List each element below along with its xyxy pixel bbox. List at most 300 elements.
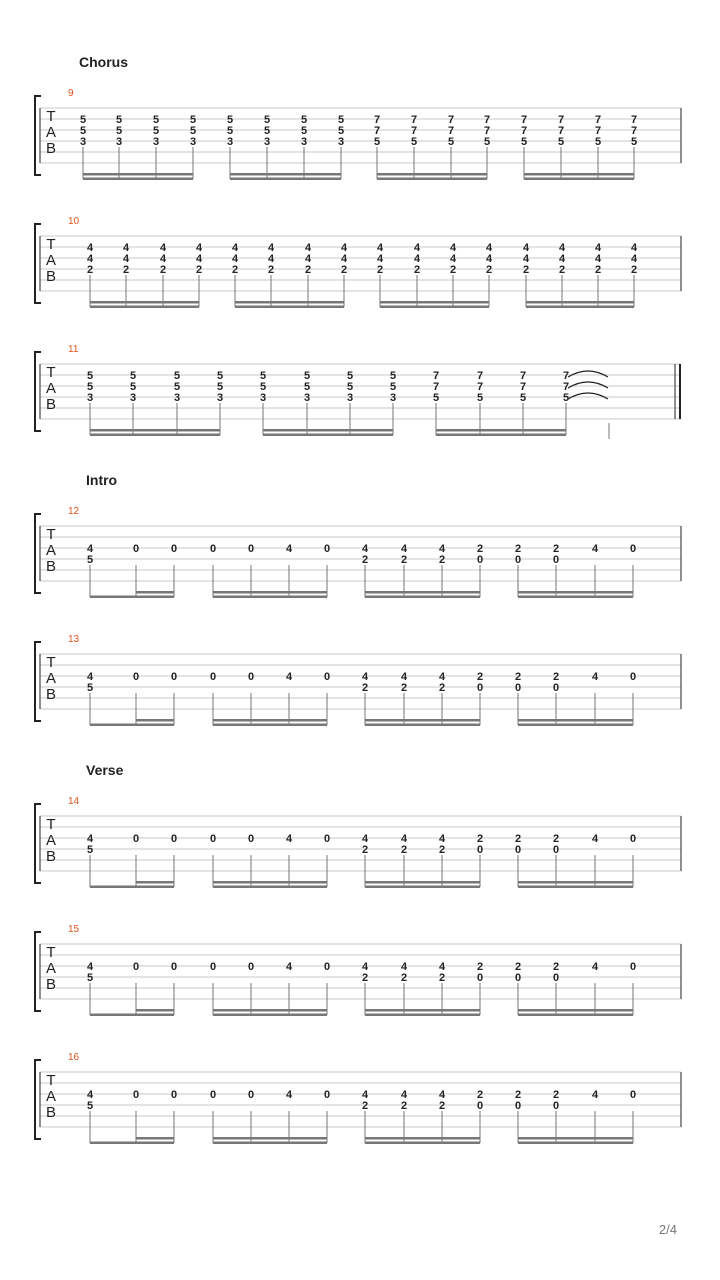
fret-number: 4 (361, 543, 369, 555)
measure-number: 14 (68, 796, 80, 807)
fret-number: 0 (514, 1100, 522, 1112)
fret-number: 0 (514, 844, 522, 856)
fret-number: 2 (376, 264, 384, 276)
fret-number: 2 (558, 264, 566, 276)
fret-number: 5 (337, 125, 345, 137)
fret-number: 4 (558, 242, 566, 254)
page-number: 2/4 (658, 1222, 677, 1237)
fret-number: 4 (159, 242, 167, 254)
fret-number: 5 (562, 392, 570, 404)
fret-number: 2 (400, 554, 408, 566)
beam (365, 719, 480, 722)
fret-number: 7 (520, 114, 528, 126)
beam (90, 724, 174, 727)
fret-number: 2 (122, 264, 130, 276)
fret-number: 4 (340, 242, 348, 254)
beam (83, 173, 193, 176)
fret-number: 5 (432, 392, 440, 404)
fret-number: 4 (438, 543, 446, 555)
beam (213, 719, 327, 722)
beam (436, 434, 566, 437)
fret-number: 4 (558, 253, 566, 265)
beam (263, 434, 393, 437)
fret-number: 0 (629, 961, 637, 973)
fret-number: 5 (173, 370, 181, 382)
fret-number: 5 (389, 381, 397, 393)
fret-number: 4 (231, 242, 239, 254)
fret-number: 0 (323, 543, 331, 555)
fret-number: 7 (483, 125, 491, 137)
fret-number: 0 (132, 1089, 140, 1101)
fret-number: 5 (86, 844, 94, 856)
fret-number: 5 (630, 136, 638, 148)
beam (90, 886, 174, 889)
measure-number: 9 (68, 88, 74, 99)
beam (518, 591, 633, 594)
fret-number: 4 (591, 1089, 599, 1101)
beam (213, 886, 327, 889)
fret-number: 2 (361, 972, 369, 984)
fret-number: 0 (514, 682, 522, 694)
fret-number: 4 (591, 961, 599, 973)
fret-number: 2 (514, 1089, 522, 1101)
fret-number: 0 (247, 671, 255, 683)
fret-number: 4 (86, 833, 94, 845)
fret-number: 4 (522, 253, 530, 265)
fret-number: 5 (263, 125, 271, 137)
fret-number: 0 (476, 972, 484, 984)
fret-number: 4 (122, 242, 130, 254)
tab-system (35, 1052, 681, 1144)
fret-number: 5 (346, 381, 354, 393)
beam (235, 306, 344, 309)
beam (365, 1009, 480, 1012)
fret-number: 3 (129, 392, 137, 404)
beam (377, 178, 487, 181)
fret-number: 4 (361, 671, 369, 683)
fret-number: 0 (552, 844, 560, 856)
fret-number: 2 (438, 972, 446, 984)
fret-number: 7 (432, 370, 440, 382)
fret-number: 4 (630, 253, 638, 265)
fret-number: 2 (476, 543, 484, 555)
fret-number: 2 (514, 833, 522, 845)
beam (136, 591, 174, 594)
section-label: Chorus (79, 54, 128, 70)
tab-system (35, 54, 681, 180)
tab-clef-letter: T (46, 526, 56, 543)
beam (365, 1137, 480, 1140)
tab-system (35, 634, 681, 726)
beam (524, 173, 634, 176)
fret-number: 5 (173, 381, 181, 393)
beam (136, 1137, 174, 1140)
fret-number: 4 (400, 671, 408, 683)
beam (524, 178, 634, 181)
fret-number: 5 (520, 136, 528, 148)
tab-clef-letter: A (45, 1088, 57, 1105)
fret-number: 2 (231, 264, 239, 276)
beam (213, 881, 327, 884)
fret-number: 2 (552, 833, 560, 845)
tie-arc (568, 371, 608, 377)
fret-number: 5 (303, 381, 311, 393)
fret-number: 4 (438, 833, 446, 845)
tab-clef-letter: A (45, 832, 57, 849)
fret-number: 0 (247, 833, 255, 845)
tab-clef-letter: T (46, 108, 56, 125)
beam (90, 596, 174, 599)
fret-number: 0 (209, 671, 217, 683)
fret-number: 2 (552, 961, 560, 973)
fret-number: 4 (195, 253, 203, 265)
fret-number: 3 (346, 392, 354, 404)
fret-number: 0 (514, 554, 522, 566)
fret-number: 0 (209, 961, 217, 973)
fret-number: 2 (438, 1100, 446, 1112)
fret-number: 0 (132, 543, 140, 555)
fret-number: 4 (159, 253, 167, 265)
fret-number: 7 (410, 114, 418, 126)
fret-number: 5 (447, 136, 455, 148)
fret-number: 4 (122, 253, 130, 265)
tab-clef-letter: A (45, 542, 57, 559)
fret-number: 2 (361, 682, 369, 694)
fret-number: 5 (300, 114, 308, 126)
beam (518, 1142, 633, 1145)
fret-number: 7 (520, 125, 528, 137)
fret-number: 0 (323, 1089, 331, 1101)
tab-clef-letter: A (45, 124, 57, 141)
fret-number: 5 (216, 370, 224, 382)
fret-number: 4 (304, 253, 312, 265)
fret-number: 4 (376, 253, 384, 265)
fret-number: 2 (400, 682, 408, 694)
fret-number: 7 (594, 114, 602, 126)
fret-number: 2 (476, 961, 484, 973)
fret-number: 7 (373, 125, 381, 137)
fret-number: 2 (361, 554, 369, 566)
fret-number: 0 (209, 543, 217, 555)
fret-number: 0 (629, 1089, 637, 1101)
fret-number: 5 (476, 392, 484, 404)
tab-clef-letter: T (46, 364, 56, 381)
tab-clef-letter: A (45, 252, 57, 269)
fret-number: 4 (361, 833, 369, 845)
beam (365, 881, 480, 884)
fret-number: 4 (86, 543, 94, 555)
fret-number: 2 (438, 844, 446, 856)
beam (136, 881, 174, 884)
fret-number: 5 (519, 392, 527, 404)
tab-clef-letter: T (46, 236, 56, 253)
fret-number: 2 (361, 844, 369, 856)
fret-number: 0 (132, 671, 140, 683)
fret-number: 5 (303, 370, 311, 382)
beam (526, 306, 634, 309)
fret-number: 2 (195, 264, 203, 276)
fret-number: 5 (86, 972, 94, 984)
measure-number: 10 (68, 216, 80, 227)
fret-number: 4 (285, 671, 293, 683)
fret-number: 5 (337, 114, 345, 126)
tab-system (35, 762, 681, 888)
fret-number: 3 (86, 392, 94, 404)
tab-clef-letter: B (45, 558, 57, 575)
fret-number: 4 (361, 961, 369, 973)
fret-number: 2 (413, 264, 421, 276)
beam (518, 719, 633, 722)
fret-number: 5 (346, 370, 354, 382)
fret-number: 0 (514, 972, 522, 984)
fret-number: 2 (159, 264, 167, 276)
fret-number: 2 (304, 264, 312, 276)
tab-clef-letter: A (45, 670, 57, 687)
fret-number: 3 (337, 136, 345, 148)
fret-number: 5 (389, 370, 397, 382)
measure-number: 16 (68, 1052, 80, 1063)
fret-number: 2 (485, 264, 493, 276)
beam (365, 591, 480, 594)
beam (518, 1137, 633, 1140)
fret-number: 5 (129, 370, 137, 382)
fret-number: 0 (209, 1089, 217, 1101)
fret-number: 2 (514, 961, 522, 973)
beam (526, 301, 634, 304)
fret-number: 4 (591, 671, 599, 683)
fret-number: 0 (132, 833, 140, 845)
beam (518, 724, 633, 727)
beam (230, 178, 341, 181)
fret-number: 4 (400, 1089, 408, 1101)
fret-number: 0 (323, 961, 331, 973)
tie-arc (568, 382, 608, 388)
fret-number: 2 (522, 264, 530, 276)
fret-number: 0 (132, 961, 140, 973)
fret-number: 2 (552, 543, 560, 555)
fret-number: 3 (115, 136, 123, 148)
fret-number: 7 (557, 114, 565, 126)
fret-number: 5 (189, 125, 197, 137)
beam (90, 429, 220, 432)
fret-number: 5 (86, 682, 94, 694)
fret-number: 2 (438, 682, 446, 694)
fret-number: 2 (630, 264, 638, 276)
fret-number: 4 (591, 833, 599, 845)
beam (380, 301, 489, 304)
fret-number: 4 (361, 1089, 369, 1101)
fret-number: 5 (152, 114, 160, 126)
beam (380, 306, 489, 309)
fret-number: 0 (476, 682, 484, 694)
fret-number: 4 (195, 242, 203, 254)
fret-number: 7 (562, 370, 570, 382)
fret-number: 4 (449, 242, 457, 254)
beam (213, 724, 327, 727)
fret-number: 4 (449, 253, 457, 265)
tab-clef-letter: B (45, 396, 57, 413)
fret-number: 7 (630, 114, 638, 126)
fret-number: 2 (438, 554, 446, 566)
fret-number: 4 (285, 833, 293, 845)
fret-number: 7 (519, 370, 527, 382)
beam (518, 596, 633, 599)
fret-number: 0 (629, 543, 637, 555)
tab-clef-letter: T (46, 816, 56, 833)
fret-number: 4 (86, 961, 94, 973)
fret-number: 7 (519, 381, 527, 393)
fret-number: 2 (476, 671, 484, 683)
beam (83, 178, 193, 181)
beam (213, 1014, 327, 1017)
tab-clef-letter: T (46, 1072, 56, 1089)
fret-number: 3 (303, 392, 311, 404)
fret-number: 0 (323, 833, 331, 845)
fret-number: 0 (552, 554, 560, 566)
fret-number: 4 (400, 543, 408, 555)
fret-number: 4 (400, 833, 408, 845)
tab-system (35, 216, 681, 308)
measure-number: 13 (68, 634, 80, 645)
fret-number: 4 (285, 543, 293, 555)
fret-number: 3 (300, 136, 308, 148)
fret-number: 5 (259, 370, 267, 382)
fret-number: 3 (259, 392, 267, 404)
fret-number: 4 (413, 253, 421, 265)
beam (136, 1009, 174, 1012)
tab-clef-letter: B (45, 140, 57, 157)
fret-number: 4 (376, 242, 384, 254)
fret-number: 7 (432, 381, 440, 393)
beam (263, 429, 393, 432)
fret-number: 3 (152, 136, 160, 148)
fret-number: 5 (86, 554, 94, 566)
fret-number: 2 (552, 1089, 560, 1101)
fret-number: 0 (476, 554, 484, 566)
tab-clef-letter: B (45, 1104, 57, 1121)
fret-number: 5 (226, 114, 234, 126)
fret-number: 7 (483, 114, 491, 126)
fret-number: 0 (170, 671, 178, 683)
beam (436, 429, 566, 432)
beam (213, 591, 327, 594)
tab-clef-letter: T (46, 944, 56, 961)
fret-number: 2 (514, 543, 522, 555)
fret-number: 5 (129, 381, 137, 393)
tab-clef-letter: T (46, 654, 56, 671)
fret-number: 0 (323, 671, 331, 683)
tab-clef-letter: B (45, 848, 57, 865)
fret-number: 5 (115, 125, 123, 137)
fret-number: 2 (340, 264, 348, 276)
fret-number: 0 (247, 961, 255, 973)
fret-number: 5 (410, 136, 418, 148)
fret-number: 0 (476, 1100, 484, 1112)
fret-number: 4 (400, 961, 408, 973)
fret-number: 2 (594, 264, 602, 276)
fret-number: 4 (267, 253, 275, 265)
beam (365, 886, 480, 889)
fret-number: 7 (447, 125, 455, 137)
beam (213, 1009, 327, 1012)
fret-number: 2 (449, 264, 457, 276)
fret-number: 4 (86, 253, 94, 265)
fret-number: 0 (170, 543, 178, 555)
tab-clef-letter: B (45, 686, 57, 703)
fret-number: 0 (552, 682, 560, 694)
fret-number: 5 (216, 381, 224, 393)
fret-number: 5 (189, 114, 197, 126)
fret-number: 3 (389, 392, 397, 404)
beam (235, 301, 344, 304)
fret-number: 7 (476, 381, 484, 393)
tab-system (35, 924, 681, 1016)
fret-number: 2 (552, 671, 560, 683)
fret-number: 4 (86, 1089, 94, 1101)
fret-number: 4 (413, 242, 421, 254)
fret-number: 5 (483, 136, 491, 148)
beam (365, 1014, 480, 1017)
beam (213, 596, 327, 599)
fret-number: 5 (115, 114, 123, 126)
fret-number: 7 (562, 381, 570, 393)
fret-number: 4 (594, 253, 602, 265)
section-label: Intro (86, 472, 118, 488)
fret-number: 4 (86, 671, 94, 683)
measure-number: 11 (68, 344, 79, 355)
beam (90, 301, 199, 304)
fret-number: 2 (476, 833, 484, 845)
beam (377, 173, 487, 176)
fret-number: 4 (630, 242, 638, 254)
fret-number: 0 (170, 833, 178, 845)
fret-number: 4 (285, 961, 293, 973)
fret-number: 2 (476, 1089, 484, 1101)
fret-number: 2 (267, 264, 275, 276)
tab-clef-letter: B (45, 268, 57, 285)
beam (518, 1009, 633, 1012)
fret-number: 7 (373, 114, 381, 126)
fret-number: 2 (86, 264, 94, 276)
fret-number: 4 (340, 253, 348, 265)
fret-number: 5 (79, 125, 87, 137)
fret-number: 0 (629, 671, 637, 683)
beam (365, 1142, 480, 1145)
fret-number: 0 (629, 833, 637, 845)
fret-number: 4 (591, 543, 599, 555)
beam (365, 724, 480, 727)
fret-number: 5 (86, 1100, 94, 1112)
fret-number: 0 (552, 972, 560, 984)
fret-number: 4 (267, 242, 275, 254)
fret-number: 5 (263, 114, 271, 126)
fret-number: 7 (594, 125, 602, 137)
beam (518, 881, 633, 884)
fret-number: 0 (552, 1100, 560, 1112)
fret-number: 5 (594, 136, 602, 148)
fret-number: 4 (485, 253, 493, 265)
fret-number: 4 (304, 242, 312, 254)
fret-number: 2 (400, 844, 408, 856)
fret-number: 4 (86, 242, 94, 254)
beam (90, 306, 199, 309)
beam (365, 596, 480, 599)
fret-number: 4 (485, 242, 493, 254)
fret-number: 0 (170, 961, 178, 973)
fret-number: 3 (173, 392, 181, 404)
tab-system (35, 344, 681, 439)
fret-number: 4 (285, 1089, 293, 1101)
